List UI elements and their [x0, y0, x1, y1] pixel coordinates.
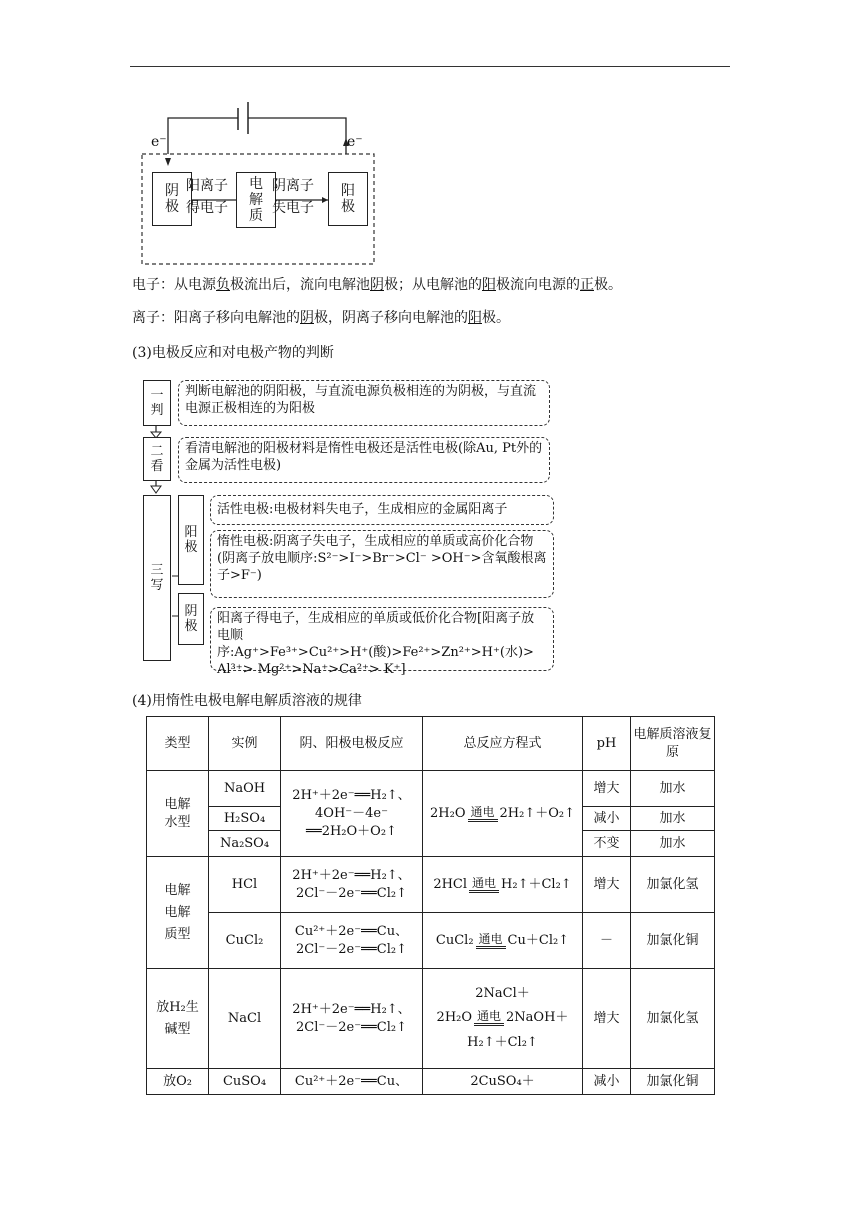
- table-row: [147, 771, 715, 807]
- ph-cell: 增大: [583, 771, 631, 807]
- reaction-arrow: [476, 932, 506, 949]
- text-segment: 极流向电源的: [496, 277, 580, 293]
- step-judge-label: 一判: [150, 388, 164, 418]
- electrode-line: 2H⁺＋2e⁻══H₂↑、: [292, 867, 411, 883]
- electron-label-left: e⁻: [151, 134, 167, 150]
- reaction-arrow: [469, 876, 499, 893]
- electrode-line: 4OH⁻－4e⁻: [315, 805, 388, 821]
- equation-left: 2HCl: [433, 876, 468, 892]
- header-cell: 类型: [147, 717, 209, 771]
- anode-box: [328, 172, 368, 226]
- table-row: [147, 969, 715, 1069]
- condition-label: 通电: [478, 931, 503, 946]
- text-segment: 极。: [594, 277, 622, 293]
- example-cell: NaOH: [209, 771, 281, 807]
- equation-right: H₂↑＋Cl₂↑: [501, 876, 572, 892]
- ph-cell: 不变: [583, 831, 631, 857]
- ph-cell: 减小: [583, 1069, 631, 1095]
- text-segment: 极；从电解池的: [384, 277, 482, 293]
- table-header-row: [147, 717, 715, 771]
- step-write-box: [143, 495, 171, 661]
- step-write-label: 三写: [150, 563, 164, 593]
- equation-top: 2NaCl＋: [475, 985, 530, 1001]
- anion-label: 阴离子: [272, 178, 314, 194]
- example-cell: NaCl: [209, 969, 281, 1069]
- equation-left: 2H₂O: [430, 805, 466, 821]
- restore-cell: 加氯化氢: [631, 969, 715, 1069]
- electrode-line: Cu²⁺＋2e⁻══Cu、: [294, 923, 409, 939]
- reaction-arrow: [474, 1009, 504, 1026]
- header-rule: [130, 66, 730, 67]
- anode-branch-label: 阳极: [184, 525, 198, 555]
- type-cell: [147, 857, 209, 969]
- type-cell: [147, 969, 209, 1069]
- condition-label: 通电: [472, 875, 497, 890]
- section3-heading: (3)电极反应和对电极产物的判断: [132, 345, 334, 361]
- electrode-cell: [281, 857, 423, 913]
- equation-left: 2H₂O: [436, 1009, 473, 1025]
- answer-underline: 正: [580, 277, 594, 293]
- ph-cell: －: [583, 913, 631, 969]
- electrolyte-box: [236, 172, 276, 228]
- equation-bottom: H₂↑＋Cl₂↑: [467, 1034, 538, 1050]
- equation-left: CuCl₂: [435, 932, 474, 948]
- type-label: 电解电解质型: [164, 882, 191, 942]
- electrode-line: 2Cl⁻－2e⁻══Cl₂↑: [296, 885, 407, 901]
- type-cell: [147, 771, 209, 857]
- electrode-line: 2H⁺＋2e⁻══H₂↑、: [292, 1001, 411, 1017]
- answer-underline: 阴: [300, 310, 314, 326]
- restore-cell: 加水: [631, 771, 715, 807]
- text-segment: 极。: [482, 310, 510, 326]
- example-cell: Na₂SO₄: [209, 831, 281, 857]
- electrode-cell: [281, 969, 423, 1069]
- electrolyte-label: 电解质: [249, 176, 263, 224]
- step-look-text: 看清电解池的阳极材料是惰性电极还是活性电极(除Au, Pt外的金属为活性电极): [178, 437, 550, 483]
- total-equation-cell: [423, 969, 583, 1069]
- electrode-line: 2H⁺＋2e⁻══H₂↑、: [292, 787, 411, 803]
- cathode-label: 阴极: [165, 183, 179, 215]
- electron-label-right: e⁻: [347, 134, 363, 150]
- restore-cell: 加水: [631, 831, 715, 857]
- electron-flow-text: [132, 276, 622, 294]
- total-equation-cell: [423, 771, 583, 857]
- electrode-line: 2Cl⁻－2e⁻══Cl₂↑: [296, 1019, 407, 1035]
- type-cell: 放O₂: [147, 1069, 209, 1095]
- type-label: 放H₂生碱型: [156, 999, 199, 1037]
- example-cell: CuSO₄: [209, 1069, 281, 1095]
- electrode-line: ══2H₂O＋O₂↑: [306, 823, 397, 839]
- active-electrode-text: 活性电极:电极材料失电子，生成相应的金属阳离子: [210, 495, 554, 525]
- cathode-branch-label: 阴极: [184, 604, 198, 634]
- cation-label: 阳离子: [186, 178, 228, 194]
- electrode-cell: [281, 771, 423, 857]
- equation-right: 2H₂↑＋O₂↑: [499, 805, 575, 821]
- restore-cell: 加氯化铜: [631, 1069, 715, 1095]
- ph-cell: 增大: [583, 857, 631, 913]
- cathode-branch-box: [178, 593, 204, 645]
- table-row: [147, 857, 715, 913]
- header-cell: 总反应方程式: [423, 717, 583, 771]
- restore-cell: 加水: [631, 807, 715, 831]
- header-cell: 电解质溶液复原: [631, 717, 715, 771]
- electrode-cell: [281, 913, 423, 969]
- anode-label: 阳极: [341, 183, 355, 215]
- answer-underline: 负: [216, 277, 230, 293]
- header-cell: pH: [583, 717, 631, 771]
- reaction-arrow: [468, 805, 498, 822]
- text-segment: 电子：从电源: [132, 277, 216, 293]
- step-look-box: [143, 437, 171, 481]
- restore-cell: 加氯化铜: [631, 913, 715, 969]
- example-cell: CuCl₂: [209, 913, 281, 969]
- header-cell: 阴、阳极电极反应: [281, 717, 423, 771]
- step-judge-box: [143, 380, 171, 426]
- total-equation-cell: 2CuSO₄＋: [423, 1069, 583, 1095]
- text-segment: 极流出后，流向电解池: [230, 277, 370, 293]
- condition-label: 通电: [470, 804, 495, 819]
- example-cell: H₂SO₄: [209, 807, 281, 831]
- example-cell: HCl: [209, 857, 281, 913]
- gain-electron-label: 得电子: [186, 200, 228, 216]
- electrode-line: 2Cl⁻－2e⁻══Cl₂↑: [296, 941, 407, 957]
- table-row: [147, 913, 715, 969]
- text-segment: 极，阴离子移向电解池的: [314, 310, 468, 326]
- table-row: [147, 1069, 715, 1095]
- total-equation-cell: [423, 913, 583, 969]
- answer-underline: 阳: [482, 277, 496, 293]
- ion-flow-text: [132, 309, 510, 327]
- cathode-rule-text: 阳离子得电子，生成相应的单质或低价化合物[阳离子放电顺序:Ag⁺>Fe³⁺>Cu²⁺>H⁺(酸)>Fe²⁺>Zn²⁺>H⁺(水)> Al³⁺> Mg²⁺>Na⁺>Ca²⁺> K⁺]: [210, 607, 554, 671]
- equation-right: 2NaOH＋: [506, 1009, 569, 1025]
- electrolysis-table: [146, 716, 715, 1095]
- total-equation-cell: [423, 857, 583, 913]
- condition-label: 通电: [477, 1008, 502, 1023]
- restore-cell: 加氯化氢: [631, 857, 715, 913]
- inert-electrode-text: 惰性电极:阴离子失电子，生成相应的单质或高价化合物(阴离子放电顺序:S²⁻>I⁻>Br⁻>Cl⁻ >OH⁻>含氧酸根离子>F⁻): [210, 530, 554, 598]
- step-look-label: 二看: [150, 444, 164, 474]
- header-cell: 实例: [209, 717, 281, 771]
- text-segment: 离子：阳离子移向电解池的: [132, 310, 300, 326]
- section4-heading: (4)用惰性电极电解电解质溶液的规律: [132, 693, 362, 709]
- anode-branch-box: [178, 495, 204, 585]
- ph-cell: 减小: [583, 807, 631, 831]
- step-judge-text: 判断电解池的阴阳极，与直流电源负极相连的为阴极，与直流电源正极相连的为阳极: [178, 380, 550, 426]
- equation-right: Cu＋Cl₂↑: [507, 932, 570, 948]
- electrode-cell: Cu²⁺＋2e⁻══Cu、: [281, 1069, 423, 1095]
- answer-underline: 阳: [468, 310, 482, 326]
- ph-cell: 增大: [583, 969, 631, 1069]
- type-label: 电解水型: [164, 796, 191, 830]
- lose-electron-label: 失电子: [272, 200, 314, 216]
- answer-underline: 阴: [370, 277, 384, 293]
